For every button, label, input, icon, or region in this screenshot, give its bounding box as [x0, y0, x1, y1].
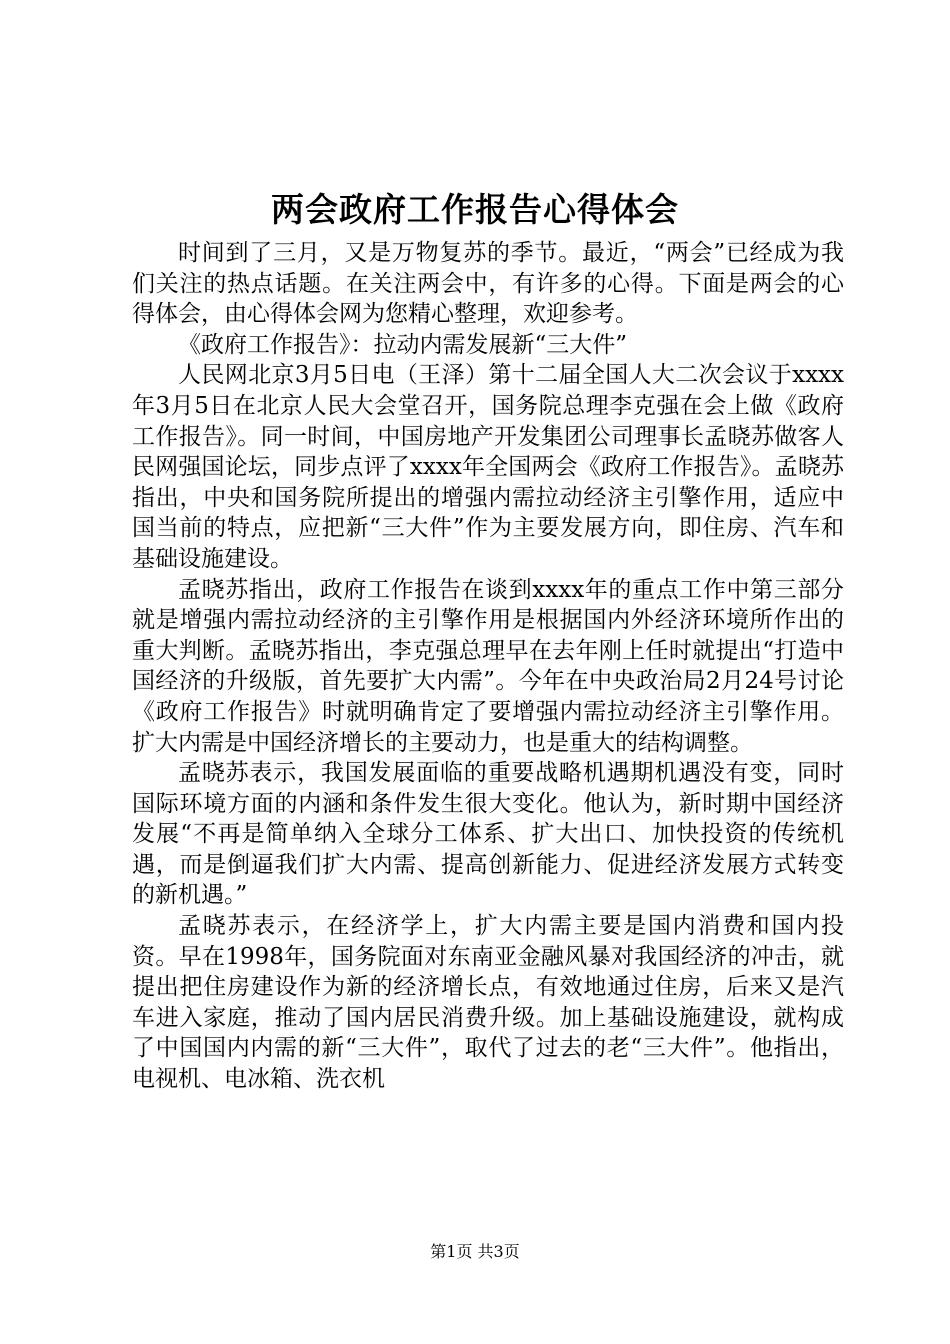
- document-body: [132, 238, 844, 1095]
- paragraph-strategic-opportunity: 孟晓苏表示，我国发展面临的重要战略机遇期机遇没有变，同时国际环境方面的内涵和条件发生很大变化。他认为，新时期中国经济发展“不再是简单纳入全球分工体系、扩大出口、加快投资的传统机遇，而是倒逼我们扩大内需、提高创新能力、促进经济发展方式转变的新机遇。”: [132, 760, 844, 909]
- document-title: 两会政府工作报告心得体会: [271, 190, 679, 229]
- paragraph-three-major-items: 孟晓苏表示，在经济学上，扩大内需主要是国内消费和国内投资。早在1998年，国务院面对东南亚金融风暴对我国经济的冲击，就提出把住房建设作为新的经济增长点，有效地通过住房，后来又是汽车进入家庭，推动了国内居民消费升级。加上基础设施建设，就构成了中国国内内需的新“三大件”，取代了过去的老“三大件”。他指出，电视机、电冰箱、洗衣机: [132, 913, 844, 1093]
- paragraph-intro: 时间到了三月，又是万物复苏的季节。最近，“两会”已经成为我们关注的热点话题。在关注两会中，有许多的心得。下面是两会的心得体会，由心得体会网为您精心整理，欢迎参考。: [132, 240, 844, 328]
- paragraph-domestic-demand: 孟晓苏指出，政府工作报告在谈到xxxx年的重点工作中第三部分就是增强内需拉动经济的主引擎作用是根据国内外经济环境所作出的重大判断。孟晓苏指出，李克强总理早在去年刚上任时就提出“打造中国经济的升级版，首先要扩大内需”。今年在中央政治局2月24号讨论《政府工作报告》时就明确肯定了要增强内需拉动经济主引擎作用。扩大内需是中国经济增长的主要动力，也是重大的结构调整。: [132, 576, 844, 756]
- paragraph-news-lead: 人民网北京3月5日电（王泽）第十二届全国人大二次会议于xxxx年3月5日在北京人民大会堂召开，国务院总理李克强在会上做《政府工作报告》。同一时间，中国房地产开发集团公司理事长孟晓苏做客人民网强国论坛，同步点评了xxxx年全国两会《政府工作报告》。孟晓苏指出，中央和国务院所提出的增强内需拉动经济主引擎作用，适应中国当前的特点，应把新“三大件”作为主要发展方向，即住房、汽车和基础设施建设。: [132, 362, 844, 572]
- paragraph-subheading: 《政府工作报告》：拉动内需发展新“三大件”: [178, 331, 628, 358]
- page-footer: 第1页 共3页: [430, 1242, 520, 1261]
